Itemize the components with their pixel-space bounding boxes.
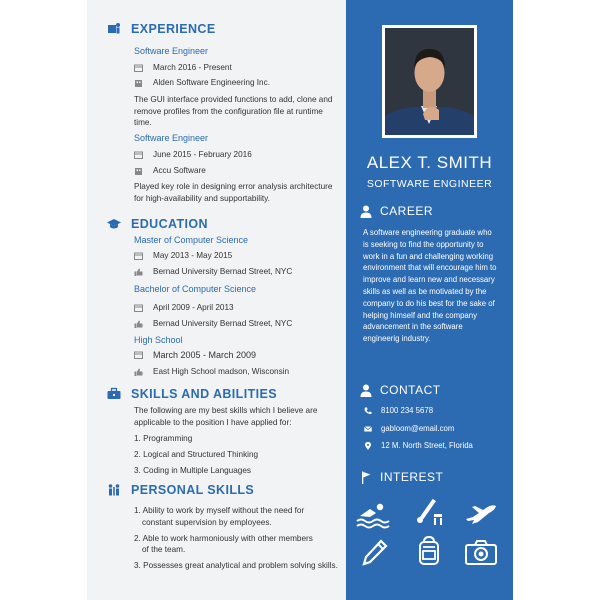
list-item: 1. Ability to work by myself without the need for constant supervision by employees. (134, 506, 305, 527)
thumbs-up-icon (134, 268, 143, 276)
list-item: 2. Logical and Structured Thinking (134, 449, 259, 459)
list-item: 1. Programming (134, 433, 193, 443)
candidate-name: ALEX T. SMITH (366, 153, 493, 172)
career-header (360, 204, 433, 218)
degree-title: High School (134, 335, 183, 345)
contact-email: gabloom@email.com (364, 424, 454, 433)
section-title: PERSONAL SKILLS (131, 483, 255, 497)
toolbox-icon (107, 387, 121, 401)
phone-icon (364, 407, 372, 415)
calendar-icon (134, 151, 143, 159)
personal-skills-header (107, 483, 254, 497)
building-icon (134, 167, 143, 175)
career-summary: A software engineering graduate who is seeking to find the opportunity to work in a fun and challenging working environment that will encourage him to improve and learn new and necessary skills as well as be motivated by the company to do his best for the sake of helping himself and the company advancement in the software engineerig industry. (363, 228, 497, 344)
backpack-icon (412, 536, 446, 566)
job-company: Accu Software (134, 166, 206, 175)
job-title: Software Engineer (134, 133, 209, 143)
skills-intro: The following are my best skills which I believe are applicable to the position I have applied for: (134, 406, 318, 427)
calendar-icon (134, 252, 143, 260)
swimming-icon (356, 499, 390, 529)
airplane-icon (464, 499, 498, 529)
person-icon (360, 205, 372, 218)
camera-icon (464, 537, 498, 567)
contact-address: 12 M. North Street, Florida (364, 441, 473, 450)
job-title: Software Engineer (134, 46, 209, 56)
education-school: Bernad University Bernad Street, NYC (134, 267, 292, 276)
education-school: East High School madson, Wisconsin (134, 367, 289, 376)
education-dates: March 2005 - March 2009 (134, 350, 256, 360)
education-dates: April 2009 - April 2013 (134, 303, 234, 312)
skills-header (107, 387, 277, 401)
flag-icon (360, 471, 372, 484)
job-description: Played key role in designing error analysis architecture for high-availability and supportability. (134, 182, 333, 203)
envelope-icon (364, 425, 372, 433)
cricket-icon (412, 496, 446, 526)
map-pin-icon (364, 442, 372, 450)
pencil-icon (356, 537, 390, 567)
section-title: CAREER (380, 204, 434, 218)
thumbs-up-icon (134, 320, 143, 328)
right-column (346, 0, 513, 600)
people-icon (107, 483, 121, 497)
section-title: INTEREST (380, 470, 444, 484)
education-header (107, 217, 208, 231)
calendar-icon (134, 64, 143, 72)
job-company: Alden Software Engineering Inc. (134, 78, 270, 87)
left-column (87, 0, 346, 600)
thumbs-up-icon (134, 368, 143, 376)
skills-list (134, 405, 339, 481)
calendar-icon (134, 304, 143, 312)
degree-title: Bachelor of Computer Science (134, 284, 257, 294)
person-icon (360, 384, 372, 397)
section-title: EXPERIENCE (131, 22, 216, 36)
contact-header (360, 383, 441, 397)
interest-header (360, 470, 443, 484)
job-dates: June 2015 - February 2016 (134, 150, 252, 159)
contact-phone: 8100 234 5678 (364, 406, 433, 415)
degree-title: Master of Computer Science (134, 235, 249, 245)
job-description: The GUI interface provided functions to add, clone and remove profiles from the configuration file at runtime time. (134, 95, 333, 127)
experience-header (107, 22, 216, 36)
list-item: 3. Coding in Multiple Languages (134, 465, 251, 475)
education-dates: May 2013 - May 2015 (134, 251, 232, 260)
list-item: 2. Able to work harmoniously with other members of the team. (134, 533, 313, 554)
briefcase-person-icon (107, 22, 121, 36)
candidate-role: SOFTWARE ENGINEER (366, 178, 493, 190)
resume-page (87, 0, 513, 600)
job-dates: March 2016 - Present (134, 63, 232, 72)
building-icon (134, 79, 143, 87)
section-title: SKILLS AND ABILITIES (131, 387, 277, 401)
education-school: Bernad University Bernad Street, NYC (134, 319, 292, 328)
profile-photo (382, 25, 477, 138)
calendar-icon (134, 351, 143, 359)
section-title: CONTACT (380, 383, 441, 397)
list-item: 3. Possesses great analytical and problem solving skills. (134, 561, 338, 570)
graduation-cap-icon (107, 217, 121, 231)
section-title: EDUCATION (131, 217, 208, 231)
personal-skills-list (134, 505, 344, 576)
